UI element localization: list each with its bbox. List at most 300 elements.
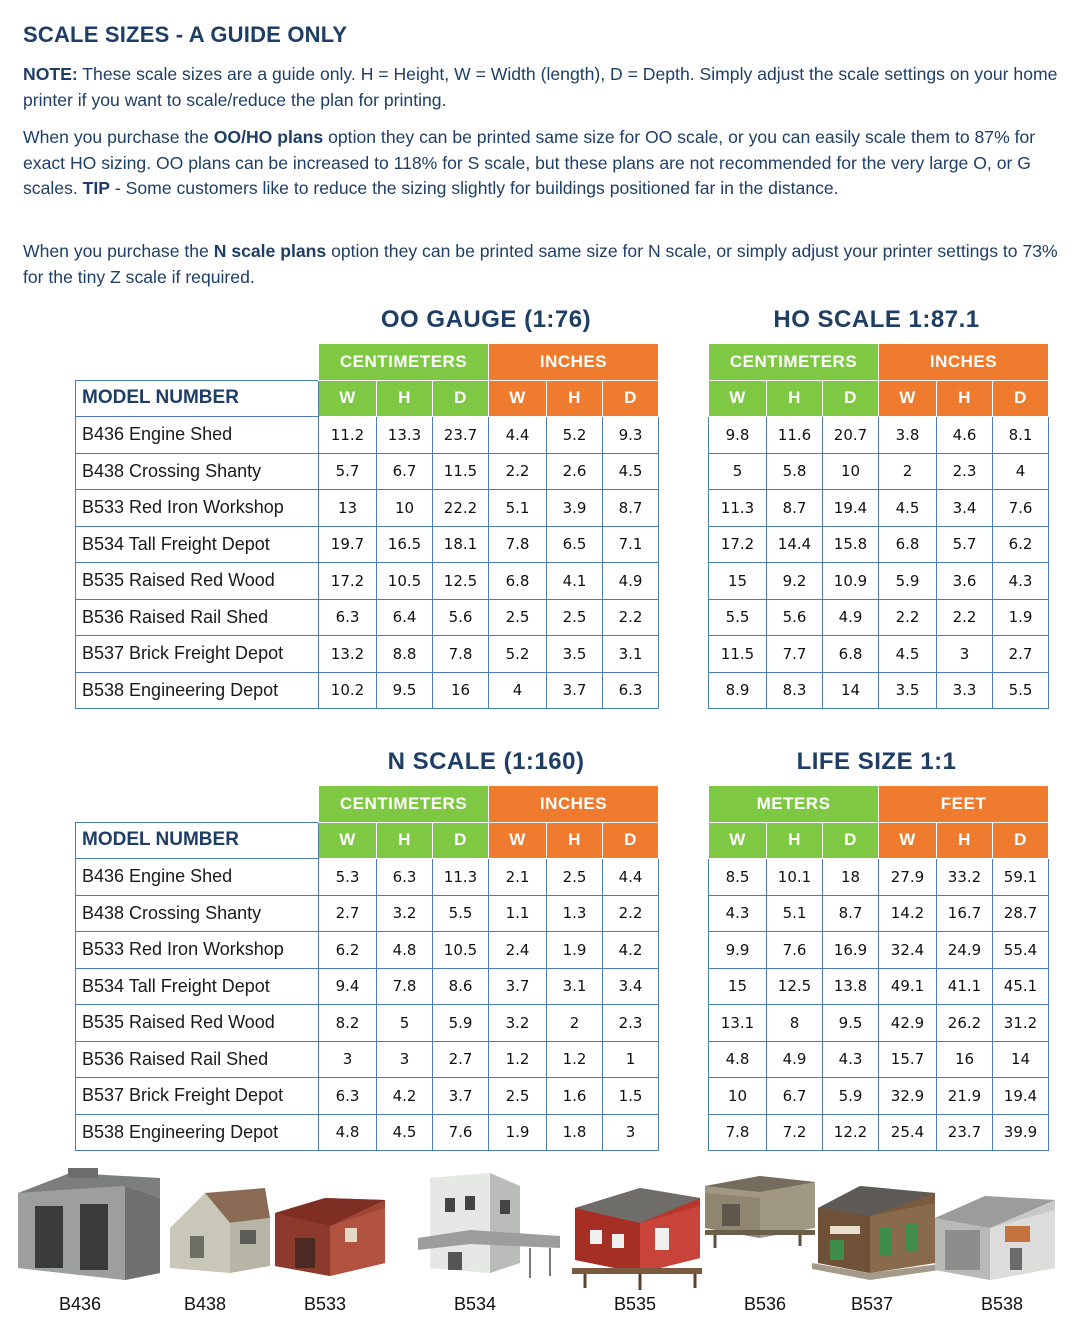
value-cell: 24.9 <box>937 932 993 969</box>
life-col-header-d: D <box>993 822 1049 859</box>
value-cell: 7.6 <box>433 1114 489 1151</box>
value-cell: 13.2 <box>319 636 377 673</box>
value-cell: 4.5 <box>879 636 937 673</box>
value-cell: 6.2 <box>319 932 377 969</box>
value-cell: 2.5 <box>489 1078 547 1115</box>
value-cell: 18 <box>823 859 879 896</box>
value-cell: 14 <box>993 1041 1049 1078</box>
value-cell: 32.4 <box>879 932 937 969</box>
value-cell: 16 <box>937 1041 993 1078</box>
value-cell: 8.9 <box>709 672 767 709</box>
value-cell: 15 <box>709 968 767 1005</box>
value-cell: 6.4 <box>377 599 433 636</box>
n-scale-paragraph <box>23 239 1058 290</box>
value-cell: 4.8 <box>319 1114 377 1151</box>
table-row <box>76 859 659 896</box>
value-cell: 9.5 <box>377 672 433 709</box>
value-cell: 5.5 <box>433 895 489 932</box>
b438-building-image <box>170 1188 270 1273</box>
n-col-header-d: D <box>433 822 489 859</box>
value-cell: 4.3 <box>709 895 767 932</box>
n-col-header-w: W <box>489 822 547 859</box>
value-cell: 8.2 <box>319 1005 377 1042</box>
table-row <box>76 453 659 490</box>
value-cell: 7.1 <box>603 526 659 563</box>
value-cell: 3 <box>377 1041 433 1078</box>
table-row <box>709 859 1049 896</box>
value-cell: 5.5 <box>993 672 1049 709</box>
table-row <box>709 672 1049 709</box>
ho-col-header-h: H <box>767 380 823 417</box>
value-cell: 9.3 <box>603 417 659 454</box>
b535-building-image <box>572 1188 702 1290</box>
model-number-header: MODEL NUMBER <box>76 380 319 417</box>
value-cell: 59.1 <box>993 859 1049 896</box>
value-cell: 9.8 <box>709 417 767 454</box>
model-name-cell: B534 Tall Freight Depot <box>76 526 319 563</box>
value-cell: 31.2 <box>993 1005 1049 1042</box>
value-cell: 7.8 <box>377 968 433 1005</box>
value-cell: 4.2 <box>377 1078 433 1115</box>
model-name-cell: B436 Engine Shed <box>76 859 319 896</box>
value-cell: 7.8 <box>433 636 489 673</box>
value-cell: 5.6 <box>433 599 489 636</box>
value-cell: 13 <box>319 490 377 527</box>
value-cell: 13.1 <box>709 1005 767 1042</box>
value-cell: 4.3 <box>823 1041 879 1078</box>
value-cell: 8.8 <box>377 636 433 673</box>
value-cell: 11.3 <box>433 859 489 896</box>
value-cell: 4.8 <box>377 932 433 969</box>
value-cell: 2.2 <box>603 599 659 636</box>
value-cell: 10 <box>709 1078 767 1115</box>
model-number-header: MODEL NUMBER <box>76 822 319 859</box>
oo-para-bold-2: TIP <box>82 178 111 198</box>
value-cell: 18.1 <box>433 526 489 563</box>
value-cell: 5.1 <box>767 895 823 932</box>
value-cell: 3.7 <box>433 1078 489 1115</box>
value-cell: 11.3 <box>709 490 767 527</box>
building-label-b534: B534 <box>453 1294 497 1314</box>
model-name-cell: B533 Red Iron Workshop <box>76 932 319 969</box>
value-cell: 4.8 <box>709 1041 767 1078</box>
table-row <box>76 599 659 636</box>
value-cell: 11.2 <box>319 417 377 454</box>
value-cell: 16.9 <box>823 932 879 969</box>
blank-cell <box>76 786 319 823</box>
b537-building-image <box>812 1186 940 1280</box>
value-cell: 5.2 <box>547 417 603 454</box>
table-row <box>76 672 659 709</box>
table-row <box>709 1041 1049 1078</box>
value-cell: 14.4 <box>767 526 823 563</box>
note-text: These scale sizes are a guide only. H = Height, W = Width (length), D = Depth. Simply adjust the scale settings on your home printer if you want to scale/reduce the plan for printing. <box>23 64 1058 110</box>
value-cell: 13.8 <box>823 968 879 1005</box>
value-cell: 8.1 <box>993 417 1049 454</box>
ho-col-header-w: W <box>879 380 937 417</box>
value-cell: 2.2 <box>879 599 937 636</box>
ho-col-header-w: W <box>709 380 767 417</box>
model-name-cell: B438 Crossing Shanty <box>76 895 319 932</box>
table-row <box>76 932 659 969</box>
value-cell: 7.6 <box>767 932 823 969</box>
ho-col-header-h: H <box>937 380 993 417</box>
value-cell: 20.7 <box>823 417 879 454</box>
value-cell: 4 <box>489 672 547 709</box>
value-cell: 3.6 <box>937 563 993 600</box>
model-name-cell: B533 Red Iron Workshop <box>76 490 319 527</box>
value-cell: 9.4 <box>319 968 377 1005</box>
value-cell: 15.7 <box>879 1041 937 1078</box>
life-col-header-d: D <box>823 822 879 859</box>
b533-building-image <box>275 1198 385 1276</box>
n-table-title: N SCALE (1:160) <box>387 748 585 775</box>
value-cell: 9.5 <box>823 1005 879 1042</box>
value-cell: 7.7 <box>767 636 823 673</box>
value-cell: 1.9 <box>993 599 1049 636</box>
value-cell: 4.5 <box>377 1114 433 1151</box>
value-cell: 14.2 <box>879 895 937 932</box>
value-cell: 4.1 <box>547 563 603 600</box>
n-unit-header-2: INCHES <box>489 786 659 823</box>
value-cell: 45.1 <box>993 968 1049 1005</box>
model-name-cell: B534 Tall Freight Depot <box>76 968 319 1005</box>
n-scale-table <box>75 785 659 1151</box>
value-cell: 2.7 <box>433 1041 489 1078</box>
value-cell: 42.9 <box>879 1005 937 1042</box>
value-cell: 3.7 <box>489 968 547 1005</box>
value-cell: 6.3 <box>319 1078 377 1115</box>
b536-building-image <box>705 1176 815 1248</box>
value-cell: 16.7 <box>937 895 993 932</box>
value-cell: 41.1 <box>937 968 993 1005</box>
value-cell: 11.5 <box>433 453 489 490</box>
oo-col-header-w: W <box>319 380 377 417</box>
value-cell: 9.9 <box>709 932 767 969</box>
value-cell: 3 <box>937 636 993 673</box>
value-cell: 8 <box>767 1005 823 1042</box>
value-cell: 5.6 <box>767 599 823 636</box>
table-row <box>76 895 659 932</box>
value-cell: 2.1 <box>489 859 547 896</box>
value-cell: 2.7 <box>993 636 1049 673</box>
value-cell: 11.6 <box>767 417 823 454</box>
value-cell: 10.9 <box>823 563 879 600</box>
value-cell: 4.6 <box>937 417 993 454</box>
value-cell: 2.5 <box>489 599 547 636</box>
model-name-cell: B536 Raised Rail Shed <box>76 1041 319 1078</box>
table-row <box>709 1114 1049 1151</box>
table-row <box>76 563 659 600</box>
value-cell: 55.4 <box>993 932 1049 969</box>
value-cell: 15 <box>709 563 767 600</box>
oo-col-header-d: D <box>603 380 659 417</box>
b538-building-image <box>935 1196 1055 1280</box>
value-cell: 3.1 <box>603 636 659 673</box>
table-row <box>709 636 1049 673</box>
value-cell: 3.3 <box>937 672 993 709</box>
model-name-cell: B538 Engineering Depot <box>76 672 319 709</box>
n-col-header-h: H <box>377 822 433 859</box>
value-cell: 10 <box>377 490 433 527</box>
value-cell: 10.5 <box>377 563 433 600</box>
value-cell: 5.3 <box>319 859 377 896</box>
value-cell: 27.9 <box>879 859 937 896</box>
value-cell: 5.2 <box>489 636 547 673</box>
table-row <box>709 895 1049 932</box>
oo-para-bold-1: OO/HO plans <box>213 127 324 147</box>
value-cell: 6.5 <box>547 526 603 563</box>
ho-unit-header-1: CENTIMETERS <box>709 344 879 381</box>
model-name-cell: B537 Brick Freight Depot <box>76 1078 319 1115</box>
value-cell: 3.8 <box>879 417 937 454</box>
b534-building-image <box>418 1173 560 1278</box>
value-cell: 1.9 <box>547 932 603 969</box>
value-cell: 11.5 <box>709 636 767 673</box>
value-cell: 13.3 <box>377 417 433 454</box>
note-paragraph <box>23 62 1058 113</box>
building-label-b536: B536 <box>743 1294 787 1314</box>
table-row <box>709 453 1049 490</box>
value-cell: 10.2 <box>319 672 377 709</box>
n-col-header-h: H <box>547 822 603 859</box>
table-row <box>76 490 659 527</box>
life-unit-header-1: METERS <box>709 786 879 823</box>
value-cell: 6.8 <box>879 526 937 563</box>
value-cell: 4.2 <box>603 932 659 969</box>
building-label-b538: B538 <box>980 1294 1024 1314</box>
value-cell: 7.2 <box>767 1114 823 1151</box>
table-row <box>76 968 659 1005</box>
value-cell: 14 <box>823 672 879 709</box>
value-cell: 4.9 <box>603 563 659 600</box>
table-row <box>76 1078 659 1115</box>
value-cell: 2.3 <box>603 1005 659 1042</box>
oo-col-header-w: W <box>489 380 547 417</box>
life-scale-table <box>708 785 1049 1151</box>
value-cell: 4.9 <box>823 599 879 636</box>
value-cell: 4.5 <box>879 490 937 527</box>
value-cell: 49.1 <box>879 968 937 1005</box>
value-cell: 6.3 <box>377 859 433 896</box>
value-cell: 1.1 <box>489 895 547 932</box>
oo-scale-table <box>75 343 659 709</box>
oo-col-header-h: H <box>547 380 603 417</box>
oo-para-text-3: - Some customers like to reduce the sizing slightly for buildings positioned far in the distance. <box>110 178 839 198</box>
table-row <box>76 1114 659 1151</box>
value-cell: 17.2 <box>709 526 767 563</box>
value-cell: 6.2 <box>993 526 1049 563</box>
value-cell: 7.6 <box>993 490 1049 527</box>
value-cell: 3.5 <box>547 636 603 673</box>
value-cell: 3.2 <box>489 1005 547 1042</box>
value-cell: 5.9 <box>823 1078 879 1115</box>
table-row <box>709 490 1049 527</box>
value-cell: 5.1 <box>489 490 547 527</box>
value-cell: 6.8 <box>823 636 879 673</box>
value-cell: 1 <box>603 1041 659 1078</box>
table-row <box>76 417 659 454</box>
value-cell: 9.2 <box>767 563 823 600</box>
value-cell: 32.9 <box>879 1078 937 1115</box>
oo-ho-paragraph <box>23 125 1058 202</box>
building-label-b438: B438 <box>183 1294 227 1314</box>
value-cell: 2 <box>547 1005 603 1042</box>
model-name-cell: B438 Crossing Shanty <box>76 453 319 490</box>
value-cell: 23.7 <box>433 417 489 454</box>
value-cell: 21.9 <box>937 1078 993 1115</box>
life-col-header-h: H <box>767 822 823 859</box>
value-cell: 8.7 <box>767 490 823 527</box>
value-cell: 15.8 <box>823 526 879 563</box>
value-cell: 19.4 <box>993 1078 1049 1115</box>
table-row <box>709 1005 1049 1042</box>
value-cell: 19.7 <box>319 526 377 563</box>
value-cell: 5.8 <box>767 453 823 490</box>
value-cell: 8.7 <box>823 895 879 932</box>
table-row <box>709 1078 1049 1115</box>
value-cell: 33.2 <box>937 859 993 896</box>
page-title: SCALE SIZES - A GUIDE ONLY <box>23 22 348 47</box>
life-col-header-w: W <box>709 822 767 859</box>
value-cell: 10.5 <box>433 932 489 969</box>
oo-para-text-2: option they can be printed same size for OO scale, or you can easily scale them to 87% for exact HO sizing. OO plans can be increased to 118% for S scale, but these plans are not recommended for the very large O, or G scales. <box>23 127 1036 198</box>
value-cell: 12.2 <box>823 1114 879 1151</box>
value-cell: 23.7 <box>937 1114 993 1151</box>
model-name-cell: B537 Brick Freight Depot <box>76 636 319 673</box>
value-cell: 3.7 <box>547 672 603 709</box>
value-cell: 6.7 <box>377 453 433 490</box>
value-cell: 3.4 <box>603 968 659 1005</box>
value-cell: 7.8 <box>709 1114 767 1151</box>
value-cell: 12.5 <box>433 563 489 600</box>
value-cell: 5.7 <box>937 526 993 563</box>
value-cell: 2.7 <box>319 895 377 932</box>
value-cell: 1.9 <box>489 1114 547 1151</box>
oo-unit-header-2: INCHES <box>489 344 659 381</box>
value-cell: 2.3 <box>937 453 993 490</box>
value-cell: 3.9 <box>547 490 603 527</box>
value-cell: 6.3 <box>603 672 659 709</box>
table-row <box>76 526 659 563</box>
value-cell: 6.7 <box>767 1078 823 1115</box>
value-cell: 3.4 <box>937 490 993 527</box>
building-label-b533: B533 <box>303 1294 347 1314</box>
value-cell: 10 <box>823 453 879 490</box>
value-cell: 5 <box>709 453 767 490</box>
value-cell: 2.6 <box>547 453 603 490</box>
value-cell: 3.1 <box>547 968 603 1005</box>
value-cell: 3.2 <box>377 895 433 932</box>
value-cell: 4.9 <box>767 1041 823 1078</box>
oo-para-text-1: When you purchase the <box>23 127 214 147</box>
oo-unit-header-1: CENTIMETERS <box>319 344 489 381</box>
value-cell: 8.5 <box>709 859 767 896</box>
building-label-b537: B537 <box>850 1294 894 1314</box>
note-label: NOTE: <box>23 64 78 84</box>
value-cell: 1.6 <box>547 1078 603 1115</box>
model-name-cell: B436 Engine Shed <box>76 417 319 454</box>
ho-col-header-d: D <box>993 380 1049 417</box>
n-col-header-d: D <box>603 822 659 859</box>
n-unit-header-1: CENTIMETERS <box>319 786 489 823</box>
n-para-text-1: When you purchase the <box>23 241 214 261</box>
n-para-text-2: option they can be printed same size for N scale, or simply adjust your printer settings to 73% for the tiny Z scale if required. <box>23 241 1058 287</box>
building-label-b436: B436 <box>58 1294 102 1314</box>
value-cell: 26.2 <box>937 1005 993 1042</box>
ho-unit-header-2: INCHES <box>879 344 1049 381</box>
model-name-cell: B536 Raised Rail Shed <box>76 599 319 636</box>
value-cell: 8.6 <box>433 968 489 1005</box>
model-name-cell: B535 Raised Red Wood <box>76 563 319 600</box>
value-cell: 4.4 <box>489 417 547 454</box>
life-col-header-h: H <box>937 822 993 859</box>
value-cell: 4.4 <box>603 859 659 896</box>
oo-col-header-d: D <box>433 380 489 417</box>
value-cell: 12.5 <box>767 968 823 1005</box>
value-cell: 19.4 <box>823 490 879 527</box>
value-cell: 5 <box>377 1005 433 1042</box>
value-cell: 25.4 <box>879 1114 937 1151</box>
value-cell: 22.2 <box>433 490 489 527</box>
value-cell: 5.9 <box>879 563 937 600</box>
model-name-cell: B535 Raised Red Wood <box>76 1005 319 1042</box>
value-cell: 6.8 <box>489 563 547 600</box>
value-cell: 3 <box>319 1041 377 1078</box>
value-cell: 7.8 <box>489 526 547 563</box>
value-cell: 5.5 <box>709 599 767 636</box>
building-label-b535: B535 <box>613 1294 657 1314</box>
table-row <box>709 932 1049 969</box>
oo-table-title: OO GAUGE (1:76) <box>380 306 592 333</box>
model-name-cell: B538 Engineering Depot <box>76 1114 319 1151</box>
value-cell: 1.5 <box>603 1078 659 1115</box>
table-row <box>709 599 1049 636</box>
blank-cell <box>76 344 319 381</box>
value-cell: 5.7 <box>319 453 377 490</box>
ho-col-header-d: D <box>823 380 879 417</box>
value-cell: 2.4 <box>489 932 547 969</box>
value-cell: 8.7 <box>603 490 659 527</box>
n-col-header-w: W <box>319 822 377 859</box>
value-cell: 1.2 <box>547 1041 603 1078</box>
value-cell: 2.2 <box>489 453 547 490</box>
value-cell: 17.2 <box>319 563 377 600</box>
value-cell: 2.5 <box>547 859 603 896</box>
oo-col-header-h: H <box>377 380 433 417</box>
value-cell: 4.5 <box>603 453 659 490</box>
value-cell: 16 <box>433 672 489 709</box>
value-cell: 1.3 <box>547 895 603 932</box>
value-cell: 2 <box>879 453 937 490</box>
value-cell: 10.1 <box>767 859 823 896</box>
value-cell: 3.5 <box>879 672 937 709</box>
value-cell: 3 <box>603 1114 659 1151</box>
value-cell: 2.2 <box>603 895 659 932</box>
life-unit-header-2: FEET <box>879 786 1049 823</box>
b436-building-image <box>18 1168 160 1280</box>
ho-table-title: HO SCALE 1:87.1 <box>773 306 980 333</box>
value-cell: 1.8 <box>547 1114 603 1151</box>
value-cell: 39.9 <box>993 1114 1049 1151</box>
table-row <box>709 968 1049 1005</box>
n-para-bold-1: N scale plans <box>213 241 327 261</box>
ho-scale-table <box>708 343 1049 709</box>
value-cell: 4.3 <box>993 563 1049 600</box>
value-cell: 8.3 <box>767 672 823 709</box>
table-row <box>709 417 1049 454</box>
value-cell: 2.5 <box>547 599 603 636</box>
